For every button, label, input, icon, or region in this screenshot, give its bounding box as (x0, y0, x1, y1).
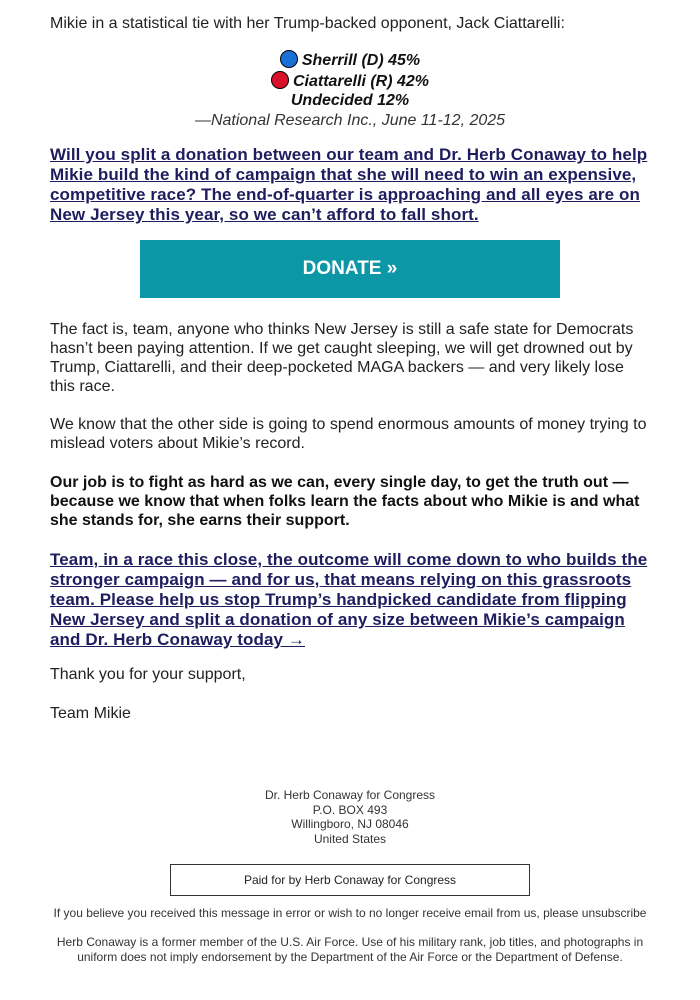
thanks-text: Thank you for your support, (50, 666, 246, 683)
footer-org: Dr. Herb Conaway for Congress (264, 788, 436, 802)
unsubscribe-text (0, 906, 700, 921)
unsubscribe-link[interactable]: If you believe you received this message in error or wish to no longer receive email from us, please unsubscribe (53, 906, 647, 920)
cta-paragraph-2 (50, 550, 650, 650)
red-circle-icon (271, 71, 289, 89)
body-paragraph-3: Our job is to fight as hard as we can, every single day, to get the truth out — because we know that when folks learn the facts about who Mikie is and what she stands for, she earns their support. (50, 474, 640, 529)
poll-source: —National Research Inc., June 11-12, 2025 (194, 111, 506, 129)
military-disclaimer: Herb Conaway is a former member of the U.S. Air Force. Use of his military rank, job titles, and photographs in uniform does not imply endorsement by the Department of the Air Force or the Department of Defense. (56, 935, 644, 964)
paid-for-box: Paid for by Herb Conaway for Congress (170, 864, 530, 896)
poll-ciattarelli: Ciattarelli (R) 42% (292, 72, 430, 90)
cta-paragraph-1 (50, 145, 650, 225)
footer-box: P.O. BOX 493 (312, 802, 388, 817)
body-paragraph-2: We know that the other side is going to spend enormous amounts of money trying to mislead voters about Mikie’s record. (50, 416, 647, 452)
footer-country: United States (313, 831, 387, 846)
poll-row-sherrill (50, 50, 650, 71)
footer-city: Willingboro, NJ 08046 (291, 817, 409, 831)
poll-row-ciattarelli (50, 71, 650, 92)
cta-link-1[interactable]: Will you split a donation between our team and Dr. Herb Conaway to help Mikie build the kind of campaign that she will need to win an expensive, competitive race? The end-of-quarter is approaching and all eyes are on New Jersey this year, so we can’t afford to fall short. (50, 145, 648, 224)
signoff-text: Team Mikie (50, 705, 131, 722)
intro-text: Mikie in a statistical tie with her Trump-backed opponent, Jack Ciattarelli: (50, 15, 565, 32)
poll-results (50, 50, 650, 130)
cta-link-2[interactable]: Team, in a race this close, the outcome will come down to who builds the stronger campaign — and for us, that means relying on this grassroots team. Please help us stop Trump’s handpicked candidate from flipping New Jersey and split a donation of any size between Mikie’s campaign and Dr. Herb Conaway today → (50, 550, 648, 649)
donate-button[interactable]: DONATE » (140, 240, 560, 298)
footer-address (0, 788, 700, 846)
blue-circle-icon (280, 50, 298, 68)
body-paragraph-1: The fact is, team, anyone who thinks New Jersey is still a safe state for Democrats hasn’t been paying attention. If we get caught sleeping, we will get drowned out by Trump, Ciattarelli, and their deep-pocketed MAGA backers — and very likely lose this race. (50, 321, 634, 395)
poll-undecided: Undecided 12% (290, 92, 410, 109)
poll-sherrill: Sherrill (D) 45% (301, 52, 421, 69)
